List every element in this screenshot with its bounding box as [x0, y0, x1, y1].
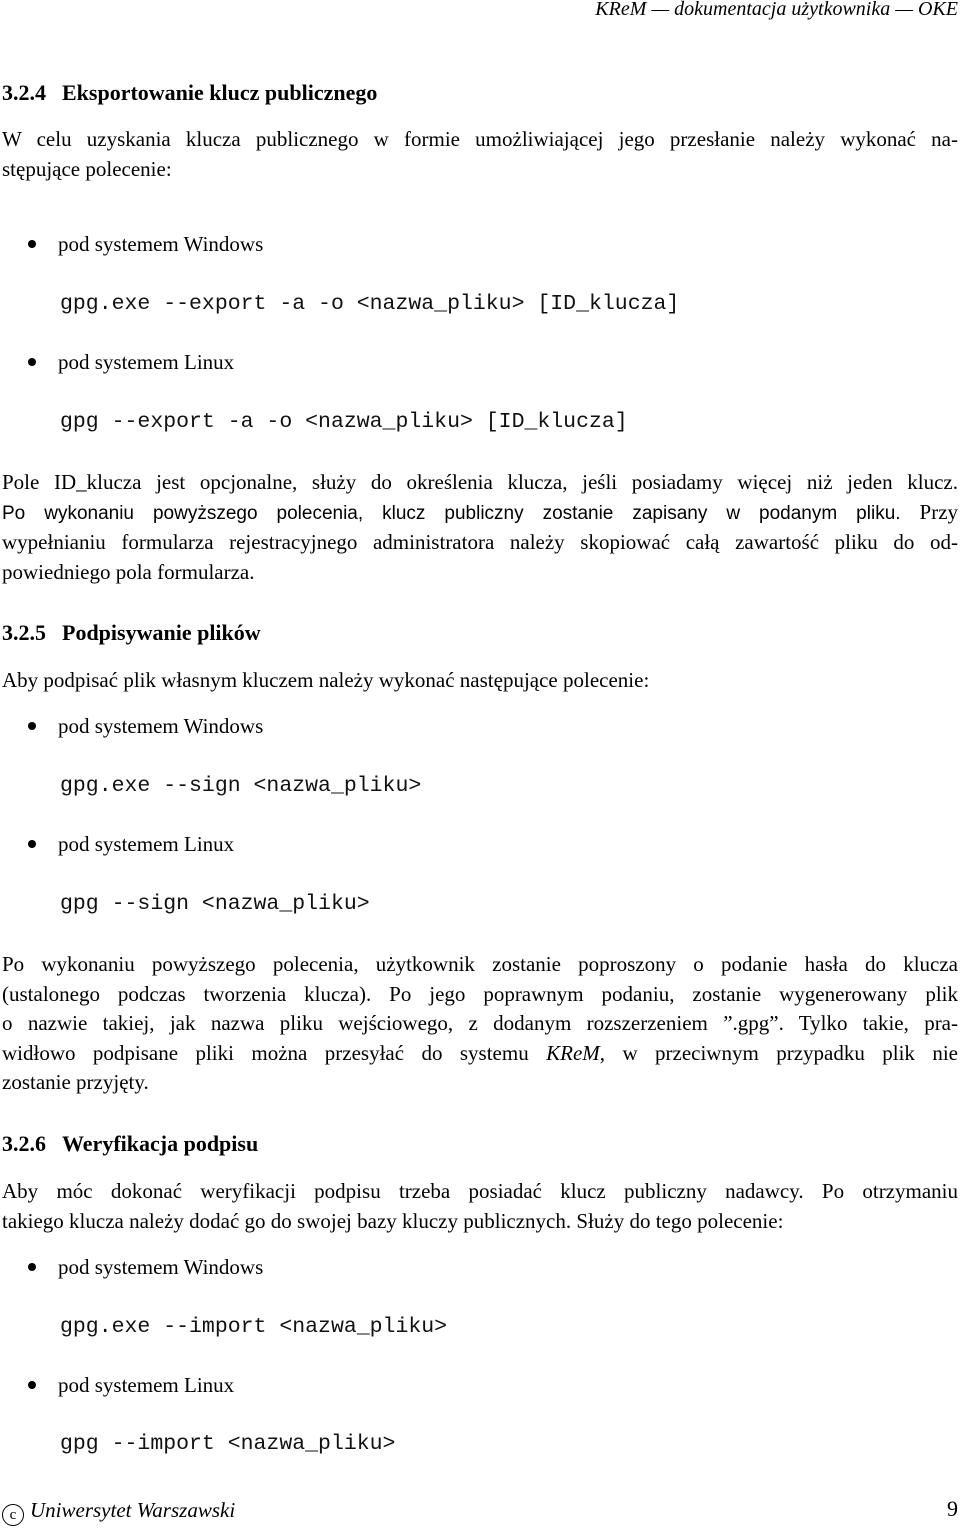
code-line: gpg.exe --export -a -o <nazwa_pliku> [ID_klucza]: [60, 292, 680, 316]
section-heading-3-2-6: [2, 1131, 258, 1157]
bullet-icon: [28, 1263, 36, 1271]
text-line: o nazwie takiej, jak nazwa pliku wejściowego, z dodanym rozszerzeniem ”.gpg”. Tylko takie, pra-: [2, 1011, 958, 1035]
section-number: 3.2.6: [2, 1131, 46, 1156]
header-krem: KReM: [595, 0, 647, 20]
section-title: Weryfikacja podpisu: [62, 1131, 259, 1156]
text-span: , w przeciwnym przypadku plik nie: [599, 1040, 958, 1065]
text-line: Aby móc dokonać weryfikacji podpisu trzeba posiadać klucz publiczny nadawcy. Po otrzymaniu: [2, 1179, 958, 1203]
list-item-label: pod systemem Windows: [58, 232, 264, 256]
text-line: W celu uzyskania klucza publicznego w formie umożliwiającej jego przesłanie należy wykonać na-: [2, 127, 958, 151]
text-span: widłowo podpisane pliki można przesyłać do systemu: [2, 1040, 547, 1065]
text-line: (ustalonego podczas tworzenia klucza). Po jego poprawnym podaniu, zostanie wygenerowany plik: [2, 981, 958, 1006]
list-item: [28, 832, 234, 857]
page-number: 9: [947, 1496, 958, 1521]
section-title: Podpisywanie plików: [62, 620, 261, 645]
text-line: stępujące polecenie:: [2, 156, 172, 181]
list-item-label: pod systemem Windows: [58, 714, 264, 738]
section-number: 3.2.5: [2, 620, 46, 645]
bullet-icon: [28, 358, 36, 366]
code-line: gpg.exe --sign <nazwa_pliku>: [60, 774, 422, 798]
bullet-icon: [28, 722, 36, 730]
list-item-label: pod systemem Linux: [58, 350, 235, 374]
paragraph-export-note: [2, 468, 958, 587]
list-item: [28, 232, 263, 257]
section-number: 3.2.4: [2, 80, 46, 105]
list-item: [28, 714, 263, 739]
text-line: Po wykonaniu powyższego polecenia, użytkownik zostanie poproszony o podanie hasła do klucza: [2, 952, 958, 976]
list-item: [28, 1255, 263, 1280]
text-line: Pole ID_klucza jest opcjonalne, służy do określenia klucza, jeśli posiadamy więcej niż jeden klucz.: [2, 470, 958, 494]
footer-copyright: [2, 1498, 235, 1526]
header-rest: — dokumentacja użytkownika — OKE: [646, 0, 958, 20]
section-title: Eksportowanie klucz publicznego: [62, 80, 378, 105]
section-heading-3-2-4: [2, 80, 377, 106]
section-heading-3-2-5: [2, 620, 261, 646]
list-item-label: pod systemem Linux: [58, 832, 235, 856]
text-line: [2, 1039, 958, 1069]
list-item-label: pod systemem Linux: [58, 1373, 235, 1397]
code-line: gpg.exe --import <nazwa_pliku>: [60, 1315, 448, 1339]
text-line: Aby podpisać plik własnym kluczem należy wykonać następujące polecenie:: [2, 668, 650, 692]
running-header: [595, 0, 958, 21]
text-span: Po wykonaniu powyższego polecenia, klucz publiczny zostanie zapisany w podanym pliku.: [2, 502, 901, 524]
bullet-icon: [28, 240, 36, 248]
copyright-icon: c: [2, 1504, 24, 1526]
code-line: gpg --export -a -o <nazwa_pliku> [ID_klucza]: [60, 410, 628, 434]
list-item: [28, 1373, 234, 1398]
paragraph-export-intro: [2, 125, 958, 184]
list-item-label: pod systemem Windows: [58, 1255, 264, 1279]
text-line: takiego klucza należy dodać go do swojej bazy kluczy publicznych. Służy do tego polecenie:: [2, 1208, 784, 1233]
bullet-icon: [28, 840, 36, 848]
text-line: wypełnianiu formularza rejestracyjnego administratora należy skopiować całą zawartość pliku do od-: [2, 530, 958, 554]
paragraph-sign-intro: [2, 666, 958, 696]
text-line: [2, 498, 958, 529]
code-line: gpg --import <nazwa_pliku>: [60, 1432, 396, 1456]
footer-university: Uniwersytet Warszawski: [30, 1498, 236, 1522]
bullet-icon: [28, 1381, 36, 1389]
text-line: powiedniego pola formularza.: [2, 559, 255, 584]
text-span: Przy: [919, 499, 959, 524]
paragraph-sign-after: [2, 950, 958, 1098]
text-line: zostanie przyjęty.: [2, 1070, 149, 1094]
paragraph-verify-intro: [2, 1177, 958, 1236]
list-item: [28, 350, 234, 375]
system-name-krem: KReM: [546, 1040, 600, 1065]
code-line: gpg --sign <nazwa_pliku>: [60, 892, 370, 916]
